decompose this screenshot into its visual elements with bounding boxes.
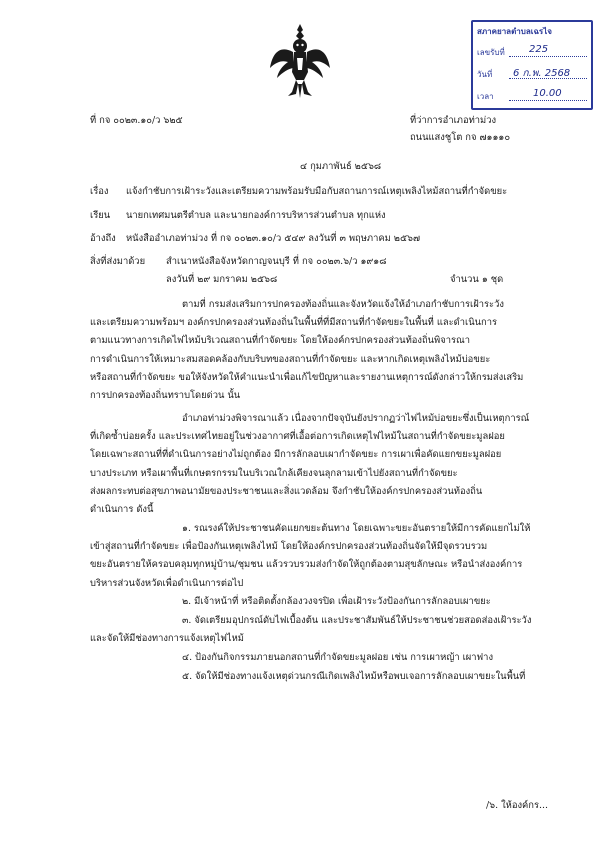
action-item-line: และจัดให้มีช่องทางการแจ้งเหตุไฟไหม้	[90, 633, 244, 645]
action-item-line: ๕. จัดให้มีช่องทางแจ้งเหตุด่วนกรณีเกิดเพลิงไหม้หรือพบเจอการลักลอบเผาขยะในพื้นที่	[182, 671, 526, 682]
to-text: นายกเทศมนตรีตำบล และนายกองค์การบริหารส่วนตำบล ทุกแห่ง	[126, 210, 386, 221]
stamp-date: 6 ก.พ. 2568	[513, 68, 571, 79]
enclosure-line2: ลงวันที่ ๒๙ มกราคม ๒๕๖๘	[166, 274, 278, 285]
action-item-line: บริหารส่วนจังหวัดเพื่อดำเนินการต่อไป	[90, 577, 244, 589]
garuda-emblem-icon	[268, 22, 332, 98]
stamp-receive-no: 225	[529, 44, 549, 55]
received-stamp	[471, 20, 593, 110]
subject-text: แจ้งกำชับการเฝ้าระวังและเตรียมความพร้อมรับมือกับสถานการณ์เหตุเพลิงไหม้สถานที่กำจัดขยะ	[126, 186, 508, 197]
stamp-date-label: วันที่	[477, 70, 493, 79]
action-item-3	[90, 612, 531, 648]
action-item-line: เข้าสู่สถานที่กำจัดขยะ เพื่อป้องกันเหตุเพลิงไหม้ โดยให้องค์กรปกครองส่วนท้องถิ่นจัดให้มีจุดรวบรวม	[90, 541, 488, 553]
stamp-office: สภาคยาลตำบลเฉรไจ	[477, 26, 552, 36]
paragraph-1-line: ตามที่ กรมส่งเสริมการปกครองท้องถิ่นและจังหวัดแจ้งให้อำเภอกำชับการเฝ้าระวัง	[182, 299, 504, 310]
action-item-line: ๔. ป้องกันกิจกรรมภายนอกสถานที่กำจัดขยะมูลฝอย เช่น การเผาหญ้า เผาฟาง	[182, 652, 494, 663]
paragraph-2	[90, 410, 529, 519]
stamp-receive-label: เลขรับที่	[477, 48, 505, 57]
office-address-line2: ถนนแสงชูโต กจ ๗๑๑๑๐	[410, 132, 511, 143]
reference-number: ที่ กจ ๐๐๒๓.๑๐/ว ๖๒๕	[90, 115, 183, 126]
paragraph-2-line: ดำเนินการ ดังนี้	[90, 504, 154, 516]
subject-label: เรื่อง	[90, 186, 109, 197]
action-item-5	[90, 668, 525, 686]
stamp-time-label: เวลา	[477, 92, 494, 101]
office-address-line1: ที่ว่าการอำเภอท่าม่วง	[410, 115, 497, 126]
to-label: เรียน	[90, 210, 111, 221]
action-item-line: ๒. มีเจ้าหน้าที่ หรือติดตั้งกล้องวงจรปิด เพื่อเฝ้าระวังป้องกันการลักลอบเผาขยะ	[182, 596, 491, 607]
reference-text: หนังสืออำเภอท่าม่วง ที่ กจ ๐๐๒๓.๑๐/ว ๕๔๙ ลงวันที่ ๓ พฤษภาคม ๒๕๖๗	[126, 233, 421, 244]
page-continuation: /๖. ให้องค์กร...	[486, 800, 548, 811]
action-item-line: ๑. รณรงค์ให้ประชาชนคัดแยกขยะต้นทาง โดยเฉพาะขยะอันตรายให้มีการคัดแยกไม่ให้	[182, 523, 531, 534]
paragraph-1-line: การปกครองท้องถิ่นทราบโดยด่วน นั้น	[90, 390, 241, 402]
paragraph-1-line: การดำเนินการให้เหมาะสมสอดคล้องกับบริบทของสถานที่กำจัดขยะ และหากเกิดเหตุเพลิงไหม้บ่อขยะ	[90, 353, 491, 365]
enclosure-count: จำนวน ๑ ชุด	[450, 274, 504, 285]
action-item-line: ๓. จัดเตรียมอุปกรณ์ดับไฟเบื้องต้น และประชาสัมพันธ์ให้ประชาชนช่วยสอดส่องเฝ้าระวัง	[182, 615, 532, 626]
reference-label: อ้างถึง	[90, 233, 116, 244]
stamp-time: 10.00	[533, 88, 562, 99]
paragraph-2-line: ส่งผลกระทบต่อสุขภาพอนามัยของประชาชนและสิ่งแวดล้อม จึงกำชับให้องค์กรปกครองส่วนท้องถิ่น	[90, 485, 483, 497]
paragraph-2-line: โดยเฉพาะสถานที่ที่ดำเนินการอย่างไม่ถูกต้อง มีการลักลอบเผากำจัดขยะ การเผาเพื่อคัดแยกขยะมูลฝอย	[90, 449, 502, 461]
paragraph-1-line: ตามแนวทางการเกิดไฟไหม้บริเวณสถานที่กำจัดขยะ โดยให้องค์กรปกครองส่วนท้องถิ่นพิจารณา	[90, 335, 470, 347]
action-item-line: ขยะอันตรายให้ครอบคลุมทุกหมู่บ้าน/ชุมชน แล้วรวบรวมส่งกำจัดให้ถูกต้องตามสุขลักษณะ หรือนำส่งองค์การ	[90, 559, 523, 571]
action-item-2	[90, 593, 491, 611]
enclosure-line1: สำเนาหนังสือจังหวัดกาญจนบุรี ที่ กจ ๐๐๒๓.๖/ว ๑๙๑๘	[166, 256, 387, 267]
enclosure-label: สิ่งที่ส่งมาด้วย	[90, 256, 146, 267]
paragraph-2-line: ที่เกิดซ้ำบ่อยครั้ง และประเทศไทยอยู่ในช่วงอากาศที่เอื้อต่อการเกิดเหตุไฟไหม้ในสถานที่กำจัดขยะมูลฝอย	[90, 431, 505, 443]
paragraph-1-line: และเตรียมความพร้อมฯ องค์กรปกครองส่วนท้องถิ่นในพื้นที่ที่มีสถานที่กำจัดขยะในพื้นที่ และดำเนินการ	[90, 317, 498, 329]
document-date: ๔ กุมภาพันธ์ ๒๕๖๘	[300, 161, 382, 172]
paragraph-1-line: หรือสถานที่กำจัดขยะ ขอให้จังหวัดให้คำแนะนำเพื่อแก้ไขปัญหาและรายงานเหตุการณ์ดังกล่าวให้กรมส่งเสริม	[90, 371, 524, 383]
paragraph-1	[90, 296, 523, 405]
action-item-4	[90, 649, 493, 667]
paragraph-2-line: บางประเภท หรือเผาพื้นที่เกษตรกรรมในบริเวณใกล้เคียงจนลุกลามเข้าไปยังสถานที่กำจัดขยะ	[90, 467, 458, 479]
paragraph-2-line: อำเภอท่าม่วงพิจารณาแล้ว เนื่องจากปัจจุบันยังปรากฏว่าไฟไหม้บ่อขยะซึ่งเป็นเหตุการณ์	[182, 413, 530, 424]
action-item-1	[90, 520, 530, 593]
